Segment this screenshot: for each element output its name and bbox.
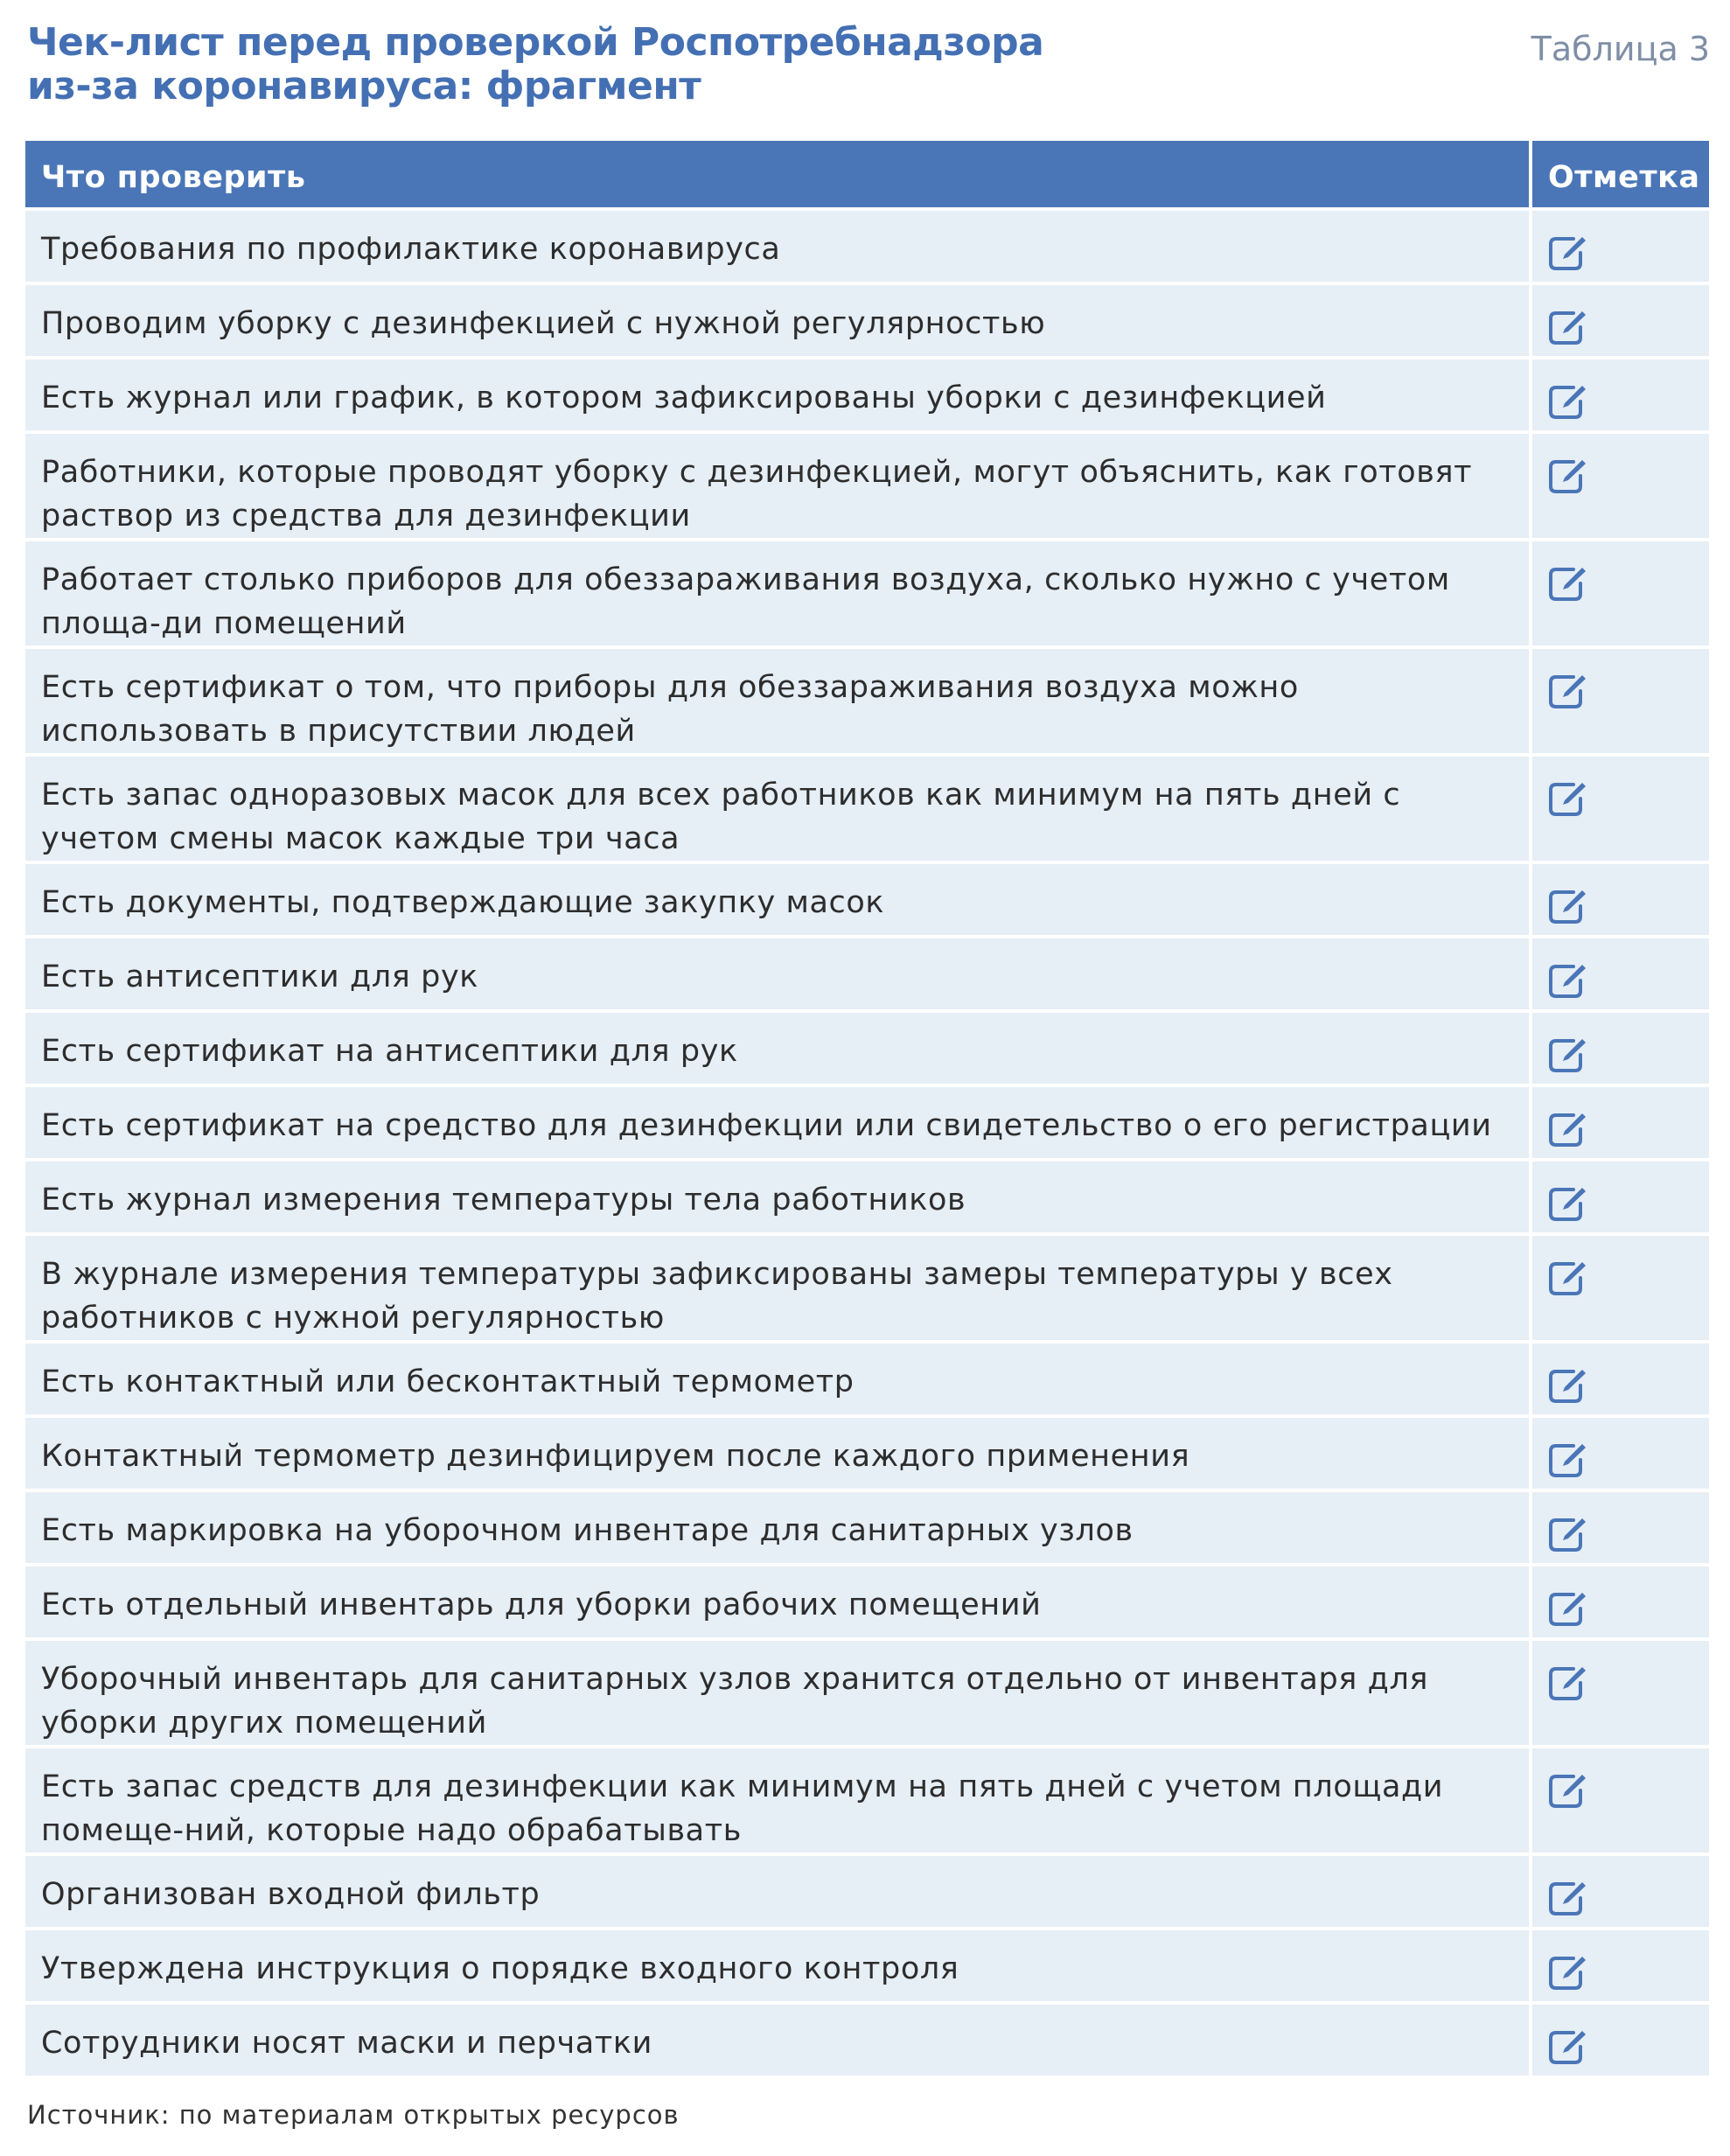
checklist-item-mark-cell xyxy=(1532,1343,1709,1418)
checklist-item-text: Сотрудники носят маски и перчатки xyxy=(25,2005,1532,2079)
checklist-item-mark-cell xyxy=(1532,864,1709,938)
checklist-item-text: Есть маркировка на уборочном инвентаре для санитарных узлов xyxy=(25,1492,1532,1566)
checklist-item-mark-cell xyxy=(1532,1930,1709,2005)
checklist-item-mark-cell xyxy=(1532,434,1709,541)
checkbox-icon[interactable] xyxy=(1547,672,1589,710)
checkbox-icon[interactable] xyxy=(1547,234,1589,272)
checklist-item-text: Есть запас одноразовых масок для всех работников как минимум на пять дней с учетом смены масок каждые три часа xyxy=(25,757,1532,864)
checklist-item-text: Работники, которые проводят уборку с дезинфекцией, могут объяснить, как готовят раствор из средства для дезинфекции xyxy=(25,434,1532,541)
column-header-what-to-check: Что проверить xyxy=(25,141,1532,211)
checkbox-icon[interactable] xyxy=(1547,1366,1589,1405)
checklist-item-mark-cell xyxy=(1532,649,1709,757)
checkbox-icon[interactable] xyxy=(1547,1771,1589,1810)
page-title xyxy=(27,21,1339,108)
checklist-item-mark-cell xyxy=(1532,2005,1709,2079)
checklist-item-text: В журнале измерения температуры зафиксированы замеры температуры у всех работников с нужной регулярностью xyxy=(25,1236,1532,1343)
checklist-item-mark-cell xyxy=(1532,757,1709,864)
checklist-item-mark-cell xyxy=(1532,1162,1709,1236)
checkbox-icon[interactable] xyxy=(1547,1589,1589,1628)
checklist-item-text: Проводим уборку с дезинфекцией с нужной регулярностью xyxy=(25,285,1532,359)
checkbox-icon[interactable] xyxy=(1547,1664,1589,1702)
checklist-item-mark-cell xyxy=(1532,359,1709,434)
checklist-item-text: Организован входной фильтр xyxy=(25,1856,1532,1930)
checkbox-icon[interactable] xyxy=(1547,779,1589,818)
checkbox-icon[interactable] xyxy=(1547,564,1589,603)
checklist-item-text: Есть контактный или бесконтактный термометр xyxy=(25,1343,1532,1418)
checklist-item-text: Есть сертификат о том, что приборы для обеззараживания воздуха можно использовать в присутствии людей xyxy=(25,649,1532,757)
checklist-item-mark-cell xyxy=(1532,1641,1709,1748)
checklist-item-mark-cell xyxy=(1532,938,1709,1013)
source-note: Источник: по материалам открытых ресурсов xyxy=(27,2100,680,2130)
checklist-item-text: Есть журнал или график, в котором зафиксированы уборки с дезинфекцией xyxy=(25,359,1532,434)
checkbox-icon[interactable] xyxy=(1547,1110,1589,1148)
checkbox-icon[interactable] xyxy=(1547,382,1589,421)
checklist-item-text: Контактный термометр дезинфицируем после каждого применения xyxy=(25,1418,1532,1492)
title-line-2: из-за коронавируса: фрагмент xyxy=(27,64,701,108)
checkbox-icon[interactable] xyxy=(1547,2027,1589,2066)
checklist-item-mark-cell xyxy=(1532,1087,1709,1162)
checklist-item-mark-cell xyxy=(1532,211,1709,285)
checkbox-icon[interactable] xyxy=(1547,1879,1589,1917)
checkbox-icon[interactable] xyxy=(1547,308,1589,346)
checklist-item-mark-cell xyxy=(1532,1748,1709,1856)
checklist-item-mark-cell xyxy=(1532,285,1709,359)
checklist-item-mark-cell xyxy=(1532,1418,1709,1492)
checklist-item-text: Есть запас средств для дезинфекции как минимум на пять дней с учетом площади помеще-ний, которые надо обрабатывать xyxy=(25,1748,1532,1856)
checkbox-icon[interactable] xyxy=(1547,1441,1589,1479)
checklist-item-text: Утверждена инструкция о порядке входного контроля xyxy=(25,1930,1532,2005)
checklist-item-mark-cell xyxy=(1532,1492,1709,1566)
checklist-item-text: Есть сертификат на средство для дезинфекции или свидетельство о его регистрации xyxy=(25,1087,1532,1162)
checkbox-icon[interactable] xyxy=(1547,1953,1589,1992)
checklist-item-text: Уборочный инвентарь для санитарных узлов хранится отдельно от инвентаря для уборки других помещений xyxy=(25,1641,1532,1748)
checklist-item-text: Есть отдельный инвентарь для уборки рабочих помещений xyxy=(25,1566,1532,1641)
checklist-item-mark-cell xyxy=(1532,541,1709,649)
checklist-item-text: Работает столько приборов для обеззараживания воздуха, сколько нужно с учетом площа-ди помещений xyxy=(25,541,1532,649)
checkbox-icon[interactable] xyxy=(1547,1036,1589,1074)
checklist-item-mark-cell xyxy=(1532,1013,1709,1087)
checklist-item-text: Есть антисептики для рук xyxy=(25,938,1532,1013)
checklist-item-mark-cell xyxy=(1532,1856,1709,1930)
checkbox-icon[interactable] xyxy=(1547,887,1589,925)
checkbox-icon[interactable] xyxy=(1547,961,1589,1000)
checkbox-icon[interactable] xyxy=(1547,1184,1589,1223)
checklist-item-text: Есть сертификат на антисептики для рук xyxy=(25,1013,1532,1087)
checklist-item-text: Есть журнал измерения температуры тела работников xyxy=(25,1162,1532,1236)
checklist-item-text: Требования по профилактике коронавируса xyxy=(25,211,1532,285)
checklist-item-mark-cell xyxy=(1532,1236,1709,1343)
table-number-label: Таблица 3 xyxy=(1531,30,1710,68)
checkbox-icon[interactable] xyxy=(1547,1259,1589,1297)
column-header-mark: Отметка xyxy=(1532,141,1709,211)
checklist-item-mark-cell xyxy=(1532,1566,1709,1641)
title-line-1: Чек-лист перед проверкой Роспотребнадзора xyxy=(27,20,1044,65)
checklist-table xyxy=(25,141,1709,2079)
checkbox-icon[interactable] xyxy=(1547,457,1589,495)
checkbox-icon[interactable] xyxy=(1547,1515,1589,1553)
checklist-item-text: Есть документы, подтверждающие закупку масок xyxy=(25,864,1532,938)
